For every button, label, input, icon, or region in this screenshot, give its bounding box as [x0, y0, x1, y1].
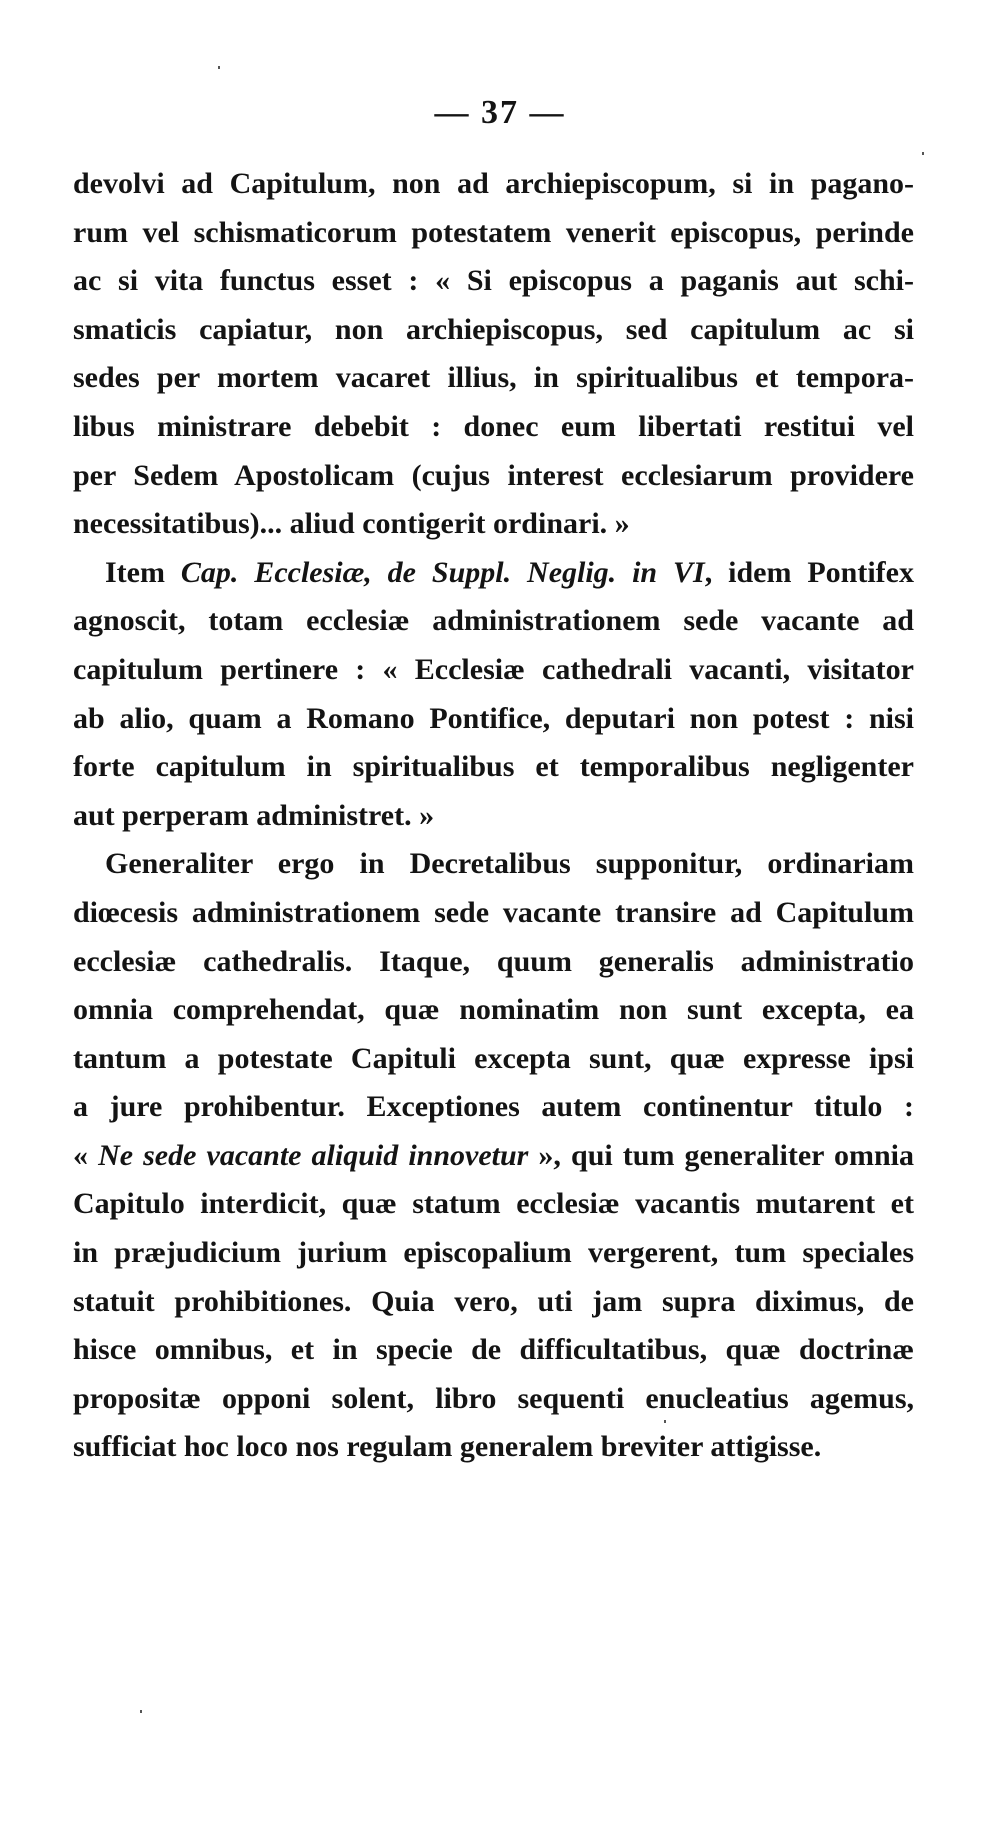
text-line: ac si vita functus esset : « Si episcopus a paganis aut schi- — [73, 264, 914, 298]
text-line: a jure prohibentur. Exceptiones autem continentur titulo : — [73, 1090, 914, 1124]
text-line: tantum a potestate Capituli excepta sunt, quæ expresse ipsi — [73, 1041, 914, 1075]
text-line: ecclesiæ cathedralis. Itaque, quum generalis administratio — [73, 944, 914, 978]
text-line: smaticis capiatur, non archiepiscopus, sed capitulum ac si — [73, 312, 914, 346]
text-line: aut perperam administret. » — [73, 798, 435, 832]
scan-speck — [922, 152, 924, 155]
text-line — [73, 549, 914, 598]
text-fragment: », qui tum generaliter omnia — [528, 1138, 914, 1172]
citation-reference: Cap. Ecclesiæ, de Suppl. Neglig. in VI — [180, 555, 705, 589]
text-line: devolvi ad Capitulum, non ad archiepiscopum, si in pagano- — [73, 167, 914, 200]
text-line: Capitulo interdicit, quæ statum ecclesiæ vacantis mutarent et — [73, 1187, 914, 1221]
text-line: in præjudicium jurium episcopalium vergerent, tum speciales — [73, 1236, 914, 1270]
text-fragment: Item — [105, 555, 181, 589]
text-line: agnoscit, totam ecclesiæ administrationem sede vacante ad — [73, 604, 914, 638]
text-fragment: « — [73, 1138, 99, 1172]
body-text — [73, 160, 914, 1472]
text-line: forte capitulum in spiritualibus et temporalibus negligenter — [73, 750, 914, 784]
scan-speck — [218, 66, 220, 69]
text-line: statuit prohibitiones. Quia vero, uti jam supra diximus, de — [73, 1284, 914, 1318]
text-line: per Sedem Apostolicam (cujus interest ecclesiarum providere — [73, 458, 914, 492]
text-line: propositæ opponi solent, libro sequenti enucleatius agemus, — [73, 1381, 914, 1415]
text-line: ab alio, quam a Romano Pontifice, deputari non potest : nisi — [73, 701, 914, 735]
text-fragment: , idem Pontifex — [704, 555, 914, 589]
text-line: diœcesis administrationem sede vacante transire ad Capitulum — [73, 895, 914, 929]
title-reference: Ne sede vacante aliquid innovetur — [98, 1138, 529, 1172]
text-line: sufficiat hoc loco nos regulam generalem breviter attigisse. — [73, 1430, 822, 1464]
text-line: rum vel schismaticorum potestatem venerit episcopus, perinde — [73, 215, 914, 249]
text-line: omnia comprehendat, quæ nominatim non sunt excepta, ea — [73, 993, 914, 1027]
text-line — [73, 1132, 914, 1181]
page-number: — 37 — — [434, 94, 566, 131]
text-line: libus ministrare debebit : donec eum libertati restitui vel — [73, 409, 914, 443]
text-line: necessitatibus)... aliud contigerit ordinari. » — [73, 507, 630, 541]
scan-speck — [664, 1420, 666, 1423]
text-line: hisce omnibus, et in specie de difficultatibus, quæ doctrinæ — [73, 1333, 914, 1367]
text-line: Generaliter ergo in Decretalibus supponitur, ordinariam — [105, 847, 914, 881]
scan-speck — [140, 1710, 142, 1713]
text-line: sedes per mortem vacaret illius, in spiritualibus et tempora- — [73, 361, 914, 395]
text-line: capitulum pertinere : « Ecclesiæ cathedrali vacanti, visitator — [73, 652, 914, 686]
